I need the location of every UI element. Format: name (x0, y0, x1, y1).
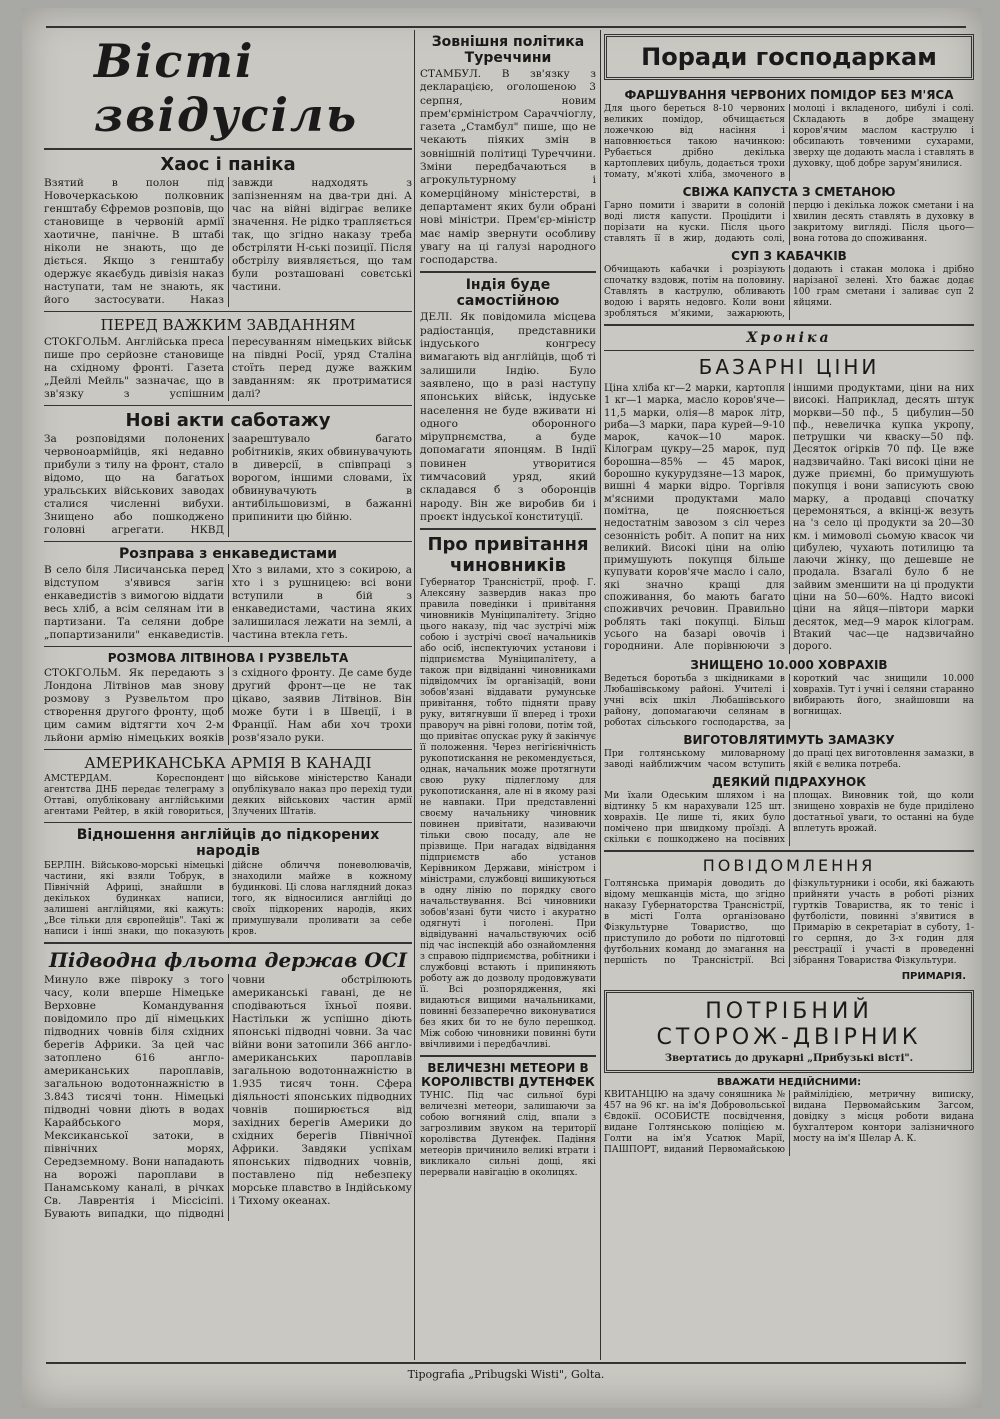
article-body-sabotage: За розповідями полонених червоноармійців, які недавно прибули з тилу на фронт, стало відомо, що на багатьох уральських військових заводах сталися численні вибухи. Знищено або пошкоджено головні агрегати. НКВД заарештувало багато робітників, яких обвинувачують в диверсії, в співпраці з ворогом, іншими словами, їх обвинувачують в антибільшовизмі, в бажанні припинити цю бійню. (44, 433, 412, 536)
article-title-sabotage: Нові акти саботажу (125, 410, 331, 431)
recipe-title-soup: СУП З КАБАЧКІВ (731, 249, 847, 263)
article-title-prices: БАЗАРНІ ЦІНИ (698, 355, 880, 379)
divider (420, 1055, 596, 1057)
divider (604, 850, 974, 852)
column-foreign (420, 30, 596, 1360)
divider (44, 405, 412, 406)
article-title-reprisal: Розправа з енкаведистами (118, 546, 338, 562)
divider (44, 749, 412, 750)
article-title-india: Індія буде самостійною (456, 277, 560, 310)
divider (44, 541, 412, 542)
article-title-attitude: Відношення англійців до підкорених народів (76, 827, 380, 859)
recipe-title-tomatoes: ФАРШУВАННЯ ЧЕРВОНИХ ПОМІДОР БЕЗ М'ЯСА (624, 88, 954, 102)
recipe-title-cabbage: СВІЖА КАПУСТА З СМЕТАНОЮ (682, 185, 896, 199)
ad-line-needed: ПОТРІБНИЙ (705, 998, 873, 1024)
article-body-chaos: Взятий в полон під Новочеркаською полковник генштабу Єфремов розповів, що становище в червоній армії хаотичне, панічне. В штабі ніколи не знають, що де діється. Якщо з генштабу одержує якаєбудь дивізія наказ наступати, там не знають, як його застосувати. Наказ завжди надходять з запізненням на два-три дні. А час на війні відіграє велике значення. Не рідко трапляється так, що згідно наказу треба обстріляти Н-ські позиції. Після обстрілу виявляється, що там були розташовані совєтські частини. (44, 177, 412, 306)
article-title-litvinov: РОЗМОВА ЛІТВІНОВА І РУЗВЕЛЬТА (107, 651, 349, 665)
recipe-body-tomatoes: Для цього береться 8-10 червоних великих помідор, обчищається ложечкою від насіння і наповнюється такою начинкою: Рубається дрібно декілька картоплевих цибуль, додається трохи томату, м'якоті хліба, змоченого в молоці і вкладеного, цибулі і солі. Складають в добре змащену коров'ячим маслом каструлю і обсипають товченими сухарами, зверху ще додають масла і ставлять в духовку, щоб добре зарум'янилися. (604, 104, 974, 180)
article-title-greetings: Про привітання чиновників (427, 534, 589, 577)
masthead: Вісті звідусіль (94, 34, 359, 142)
column-local (604, 30, 974, 1360)
divider (604, 324, 974, 326)
divider (44, 942, 412, 944)
column-rule-2 (600, 30, 601, 1360)
article-body-litvinov: СТОКГОЛЬМ. Як передають з Лондона Літвінов мав знову розмову з Рузвельтом про створення другого фронту, щоб цим самим відтягти хоч 2-м льйони армію німецьких вояків з східного фронту. Де саме буде другий фронт—це не так цікаво, заявив Літвінов. Він може бути і в Швеції, і в Франції. Нам аби хоч трохи розв'язало руки. (44, 667, 412, 744)
article-body-turkey: СТАМБУЛ. В зв'язку з декларацією, оголошеною 3 серпня, новим прем'єрміністром Сараччіоглу, газета „Стамбул" пише, що не чекають піяких змін в зовнішній політиці Туреччини. Зміни передбачаються в агрокультурному і комерційному міністерстві, в департамент яких були обрані нові міністри. Прем'єр-міністр має намір звернути особливу увагу на ці галузі народного господарства. (420, 68, 596, 267)
divider (44, 311, 412, 312)
article-title-task: ПЕРЕД ВАЖКИМ ЗАВДАННЯМ (100, 316, 356, 334)
printer-imprint: Tipografia „Pribugski Wisti", Golta. (46, 1362, 966, 1381)
divider (604, 350, 974, 351)
article-title-putty: ВИГОТОВЛЯТИМУТЬ ЗАМАЗКУ (683, 732, 895, 747)
announcement-signature: ПРИМАРІЯ. (901, 970, 966, 982)
column-rule-1 (414, 30, 415, 1360)
article-body-india: ДЕЛІ. Як повідомила місцева радіостанція, представники індуського конгресу вимагають від англійців, щоб ті залишили Індію. Було заявлено, що в разі наступу японських військ, індуське населення не буде вживати ні одного оборонного мірупрнємства, а буде допомагати японцям. В Індії повинен утворитися тимчасовий уряд, який складався б з оборонців народу. Він же виробив би і проєкт індуської конституції. (420, 311, 596, 523)
section-header-advice: Поради господаркам (604, 34, 974, 80)
divider (44, 646, 412, 647)
article-title-gophers: ЗНИЩЕНО 10.000 ХОВРАХІВ (690, 657, 888, 672)
recipe-body-soup: Обчищають кабачки і розрізують спочатку вздовж, потім на половину. Ставлять в каструлю, обливають водою і варять недовго. Коли вони зробляться м'якими, зажарюють, додають і стакан молока і дрібно нарізаної зелені. Хто бажає додає 100 грам сметани і заливає суп 2 яйцями. (604, 265, 974, 319)
article-body-meteors: ТУНІС. Під час сильної бурі величезні метеори, залишаючи за собою вогняний слід, впали з загрозливим звуком на території королівства Дутенфек. Падіння метеорів причинило великі втрати і викликало сильні дощі, які перервали навігацію в околицях. (420, 1091, 596, 1179)
top-rule (46, 12, 966, 28)
article-title-turkey: Зовнішня політика Туреччини (431, 34, 585, 66)
lost-documents-title: ВВАЖАТИ НЕДІЙСНИМИ: (716, 1076, 862, 1088)
article-title-announcement: ПОВІДОМЛЕННЯ (702, 855, 876, 875)
column-news (44, 30, 412, 1360)
recipe-body-cabbage: Гарно помити і зварити в солоній воді листя капусти. Процідити і порізати на куски. Після цього ставлять її в жир, додають солі, перцю і декілька ложок сметани і на хвилин десять ставлять в духовку в закритому вигляді. Після цього—вона готова до споживання. (604, 201, 974, 244)
article-body-gophers: Ведеться боротьба з шкідниками в Любашівському районі. Учителі і учні всіх шкіл Любашівського району, допомагаючи селянам в роботах сільського господарства, за короткий час знищили 10.000 ховрахів. Тут і учні і селяни старанно вибирають його, знайшовши на вогнищах. (604, 673, 974, 728)
article-body-reprisal: В село біля Лисичанська перед відступом з'явився загін енкаведистів з вимогою віддати весь хліб, а всім селянам іти в партизани. Та селяни добре „попартизанили" енкаведистів. Хто з вилами, хто з сокирою, а хто і з рушницею: всі вони вступили в бій з енкаведистами, частина яких залишилася лежати на землі, а частина втекла геть. (44, 564, 412, 641)
divider (420, 271, 596, 273)
divider (44, 822, 412, 823)
article-title-chaos: Хаос і паніка (160, 154, 296, 175)
article-title-submarines: Підводна фльота держав ОСІ (48, 948, 408, 972)
section-header-chronicle: Хроніка (746, 330, 832, 346)
article-body-submarines: Минуло вже півроку з того часу, коли вперше Німецьке Верховне Командування повідомило про дії німецьких підводних човнів біля східних берегів Африки. За цей час затоплено 616 англо-американських пароплавів, загальною водотоннажністю в 3.843 тисячі тонн. Німецькі підводні човни діють в водах Карайбського моря, Мексиканської затоки, в північних морях, Середземному. Вони нападають на ворожі пароплави в Панамському каналі, в річках Св. Лаврентія і Міссісіпі. Бувають випадки, що підводні човни обстрілюють американські гавані, де не сподіваються їхньої появи. Настільки ж успішно діють японські підводні човни. За час війни вони затопили 366 англо-американських пароплавів загальною водотоннажністю в 1.935 тисяч тонн. Сфера діяльності японських підводних човнів поширюється від західних берегів Америки до східних берегів Північної Африки. Завдяки успіхам японських підводних човнів, поставлено під небезпеку морське плавство в Індійському і Тихому океанах. (44, 974, 412, 1220)
article-title-canada: АМЕРИКАНСЬКА АРМІЯ В КАНАДІ (84, 754, 372, 772)
job-advertisement (604, 990, 974, 1073)
divider (44, 148, 412, 150)
article-body-prices: Ціна хліба кг—2 марки, картопля 1 кг—1 марка, масло коров'яче—11,5 марки, олія—8 марок літр, риба—3 марки, пара курей—9-10 марок, качок—10 марок. Кілограм цукру—25 марок, пуд борошна—85% — 45 марок, борошно кукурудзяне—13 марок, вишні 4 марки відро. Торгівля м'ясними продуктами мало помітна, це пояснюється недостатнім завозом з сіл через сезонність робіт. А попит на них великий. Високі ціни на олію примушують покупця більше купувати коров'яче масло і сало, які значно кращі для споживання, бо мають багато споживчих речовин. Правильно роблять такі покупці. Більш усього на базарі овочів і городнини. Але порівнюючи з іншими продуктами, ціни на них високі. Наприклад, десять штук моркви—50 пф., 5 цибулин—50 пф., невеличка купка укропу, петрушки чи кваску—50 пф. Десяток огірків 70 пф. Це вже надзвичайно. Такі високі ціни не дуже приємні, бо примушують покупця і вони записують свою марку, а продавці спочатку церемоняться, а вкінці-ж везуть на 'з село ці продукти за 20—30 км. і мимоволі сьомую квасок чи цибулею, чухають потилицю та лаючи жінку, що дешевше не продала. Взагалі було б не зайвим зменшити на ці продукти ціни на 50—60%. Надто високі ціни на яйця—півтори марки десяток, мед—9 марок кілограм. Втакий час—це надзвичайно дорого. (604, 383, 974, 653)
lost-documents-body: КВИТАНЦІЮ на здачу соняшника № 457 на 96 кг. на ім'я Добровольської Євдокії. ОСОБИСТЕ посвідчення, видане Голтянською поліцією м. Голти на ім'я Усатюк Марії, ПАШПОРТ, виданий Первомайською раймілідією, метричну виписку, видана Первомайським Загсом, довідку з місця роботи видана бухгалтером контори залізничного мосту на ім'я Шелар А. К. (604, 1089, 974, 1155)
article-body-announcement: Голтянська примарія доводить до відому мешканців міста, що згідно наказу Губернаторства Трансністрії, в місті Голта організовано Фізкультурне Товариство, що приступило до роботи по підготовці футбольних команд до змагання на першість по Трансністрії. Всі фізкультурники і особи, які бажають прийняти участь в роботі різних гуртків Товариства, як то теніс і футболісти, повинні з'явитися в Примарію в секретаріат в суботу, 1-го серпня, до 3-х годин для реєстрації і участі в проведенні зібрання Товариства Фізкультури. (604, 878, 974, 966)
article-body-attitude: БЕРЛІН. Військово-морські німецькі частини, які взяли Тобрук, в Північній Африці, знайшли в декількох будинках написи, залишені англійцями, які кажуть: „Все тільки для європейців". Такі ж написи і інші знаки, що показують дійсне обличчя поневолювачів, знаходили майже в кожному будинкові. Ці слова наглядний доказ того, як відносилися англійці до своїх підкорених народів, яких примушували проливати за себе кров. (44, 861, 412, 937)
article-body-count: Ми їхали Одеським шляхом і на відтинку 5 км нарахували 125 шт. ховрахів. Це лише ті, яких було помічено при швидкому проїзді. А скільки є пошкоджено на посівних площах. Виновник той, що коли знищено ховрахів не буде приділено достатньої уваги, то останні на буде вплетуть врожай. (604, 790, 974, 845)
article-title-count: ДЕЯКИЙ ПІДРАХУНОК (711, 774, 867, 789)
article-body-canada: АМСТЕРДАМ. Кореспондент агентства ДНБ передає телеграму з Оттаві, опубліковану англійськими агентами Рейтер, в якій говориться, що військове міністерство Канади опублікувало наказ про перехід туди деяких військових частин армії Злучених Штатів. (44, 774, 412, 817)
article-title-meteors: ВЕЛИЧЕЗНІ МЕТЕОРИ В КОРОЛІВСТВІ ДУТЕНФЕК (421, 1061, 595, 1090)
ad-line-contact: Звертатись до друкарні „Прибузькі вісті". (664, 1052, 914, 1064)
divider (420, 528, 596, 530)
article-body-greetings: Губернатор Трансністрії, проф. Г. Алексяну зазвердив наказ про правила поведінки і привітання чиновників Муніципалітету. Згідно цього наказу, під час зустрічі між собою і зустрічі своєї начальників або осіб, інспектуючих установи і підприємства Муніципалітету, а також при відвіданні чиновниками підвідомчих їм організацій, вони зобов'язані віддавати румунське привітання, тобто підняти праву руку, витягнувши її вперед і трохи праворуч на рівні голови, потім той, що привітає опускає руку й закінчує її положення. Через негігієнічність рукопотискання не рекомендується, однак, начальник може протягнути свою руку підлеглому для рукопотискання, але ні в якому разі не навпаки. При представленні своєму начальнику чиновник повинен привітати, називаючи тільки свою посаду, але не прізвище. При нагадах відвідання підприємств або установ Керівником Держави, міністром і міністрами, службовці вишикуються в одну лінію по порядку свого начальствування. Всі чиновники зобов'язані бути чисто і акуратно одягнуті і поголені. При відвідуванні начальствуючих осіб під час інспекцій або ознайомлення з справою підприємства, робітники і службовці встають і припиняють роботу аж до дозволу продовжувати її. Всі розпорядження, які видаються вищими начальниками, повинні беззаперечно виконуватися без яких би то не було перешкод. Між собою чиновники повинні бути ввічливими і передбачливі. (420, 578, 596, 1051)
article-body-task: СТОКГОЛЬМ. Англійська преса пише про серйозне становище на східному фронті. Газета „Дейлі Мейль" зазначає, що в зв'язку з успішним пересуванням німецьких військ на півдні Росії, уряд Сталіна стоїть перед дуже важким завданням: як протриматися далі? (44, 336, 412, 400)
ad-line-position: СТОРОЖ-ДВІРНИК (656, 1024, 922, 1050)
article-body-putty: При голтянському миловарному заводі найближчим часом вступить до праці цех виготовлення замазки, в якій є велика потреба. (604, 748, 974, 770)
